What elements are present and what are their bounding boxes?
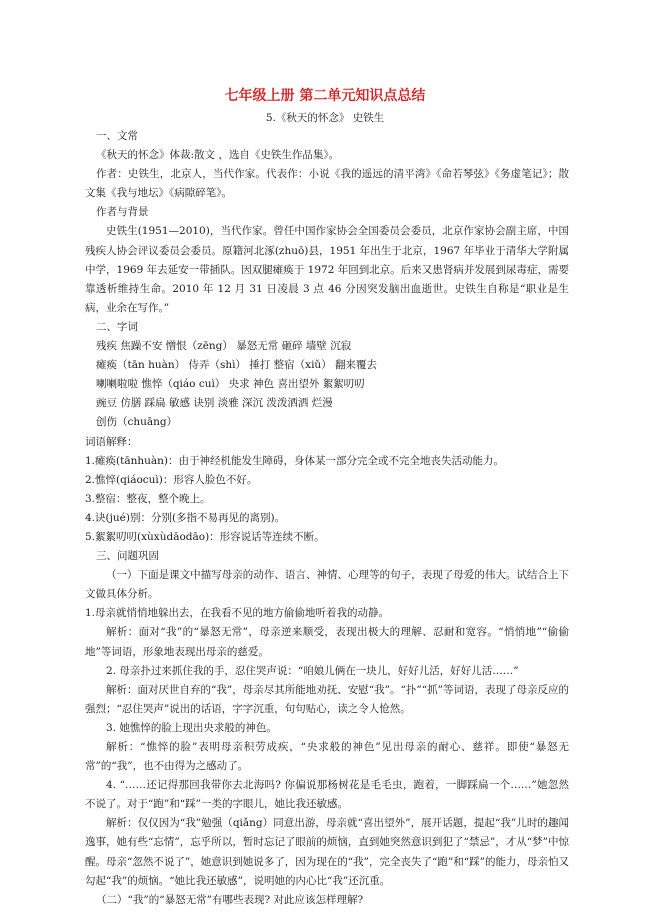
document-body — [85, 127, 569, 910]
page-title: 七年级上册 第二单元知识点总结 — [224, 88, 426, 104]
section-heading: 二、字词 — [96, 320, 138, 333]
explanation-item: 2.憔悴(qiáocuì)：形容人脸色不好。 — [85, 473, 258, 486]
question-one: （一）下面是课文中描写母亲的动作、语言、神情、心理等的句子，表现了母爱的伟大。试结合上下文做具体分析。 — [85, 569, 569, 601]
analysis-paragraph: 解析：面对“我”的“暴怒无常”，母亲逆来顺受，表现出极大的理解、忍耐和宽容。“悄悄地”“偷偷地”等词语，形象地表现出母亲的慈爱。 — [85, 626, 569, 658]
background-heading: 作者与背景 — [96, 206, 149, 219]
vocab-line: 残疾 焦躁不安 憎恨（zēng） 暴怒无常 砸碎 墙壁 沉寂 — [96, 340, 352, 353]
analysis-paragraph: 解析：面对厌世自弃的“我”，母亲尽其所能地劝抚、安慰“我”。“扑”“抓”等词语，表现了母亲反应的强烈；“忍住哭声”说出的话语，字字沉重，句句贴心，读之令人怆然。 — [85, 683, 569, 715]
quote-item: 3. 她憔悴的脸上现出央求般的神色。 — [106, 721, 277, 734]
vocab-line: 喇喇啦啦 憔悴（qiáo cuì） 央求 神色 喜出望外 絮絮叨叨 — [96, 378, 365, 391]
author-works-paragraph: 作者：史铁生，北京人，当代作家。代表作：小说《我的遥远的清平湾》《命若琴弦》《务虚笔记》；散文集《我与地坛》《病隙碎笔》。 — [85, 168, 569, 200]
background-paragraph: 史铁生(1951—2010)，当代作家。曾任中国作家协会全国委员会委员，北京作家协会副主席，中国残疾人协会评议委员会委员。原籍河北涿(zhuō)县，1951 年出生于北京，1967 年毕业于清华大学附属中学，1969 年去延安一带插队。因双腿瘫痪于 1972 年回到北京。后来又患肾病并发展到尿毒症，需要靠透析维持生命。2010 年 12 月 31 日凌晨 3 点 46 分因突发脑出血逝世。史铁生自称是“职业是生病，业余在写作。” — [85, 225, 569, 314]
vocab-line: 豌豆 仿膳 踩扁 敏感 诀别 淡雅 深沉 泼泼洒洒 烂漫 — [96, 397, 333, 410]
genre-line: 《秋天的怀念》体裁:散文 ，选自《史铁生作品集》。 — [96, 149, 340, 162]
quote-item: 1.母亲就悄悄地躲出去，在我看不见的地方偷偷地听着我的动静。 — [85, 607, 390, 620]
explanation-item: 5.絮絮叨叨(xùxùdāodāo)：形容说话等连续不断。 — [85, 530, 325, 543]
explanation-item: 3.整宿：整夜，整个晚上。 — [85, 492, 211, 505]
quote-item: 2. 母亲扑过来抓住我的手，忍住哭声说：“咱娘儿俩在一块儿，好好儿活，好好儿活……” — [106, 664, 519, 677]
vocab-line: 创伤（chuāng） — [96, 416, 178, 429]
explanation-item: 1.瘫痪(tānhuàn)：由于神经机能发生障碍，身体某一部分完全或不完全地丧失活动能力。 — [85, 454, 504, 467]
section-heading: 三、问题巩固 — [96, 550, 159, 563]
question-two: （二）“我”的“暴怒无常”有哪些表现? 对此应该怎样理解? — [96, 893, 364, 906]
vocab-line: 瘫痪（tān huàn） 侍弄（shì） 捶打 整宿（xiǔ） 翻来覆去 — [96, 359, 378, 372]
analysis-paragraph: 解析：仅仅因为“我”勉强（qiǎng）同意出游，母亲就“喜出望外”，展开话题，提起“我”儿时的趣闻逸事，她有些“忘情”，忘乎所以，暂时忘记了眼前的烦恼，直到她突然意识到犯了“禁忌”，才从“梦”中惊醒。母亲“忽然不说了”，她意识到她说多了，因为现在的“我”，完全丧失了“跑”和“踩”的能力，母亲怕又勾起“我”的烦恼。“她比我还敏感”，说明她的内心比“我”还沉重。 — [85, 817, 569, 887]
quote-item: 4. “……还记得那回我带你去北海吗? 你偏说那杨树花是毛毛虫，跑着，一脚踩扁一个……”她忽然不说了。对于“跑”和“踩”一类的字眼儿，她比我还敏感。 — [85, 779, 569, 811]
analysis-paragraph: 解析：“憔悴的脸”表明母亲积劳成疾，“央求般的神色”见出母亲的耐心、慈祥。即使“暴怒无常”的“我”，也不由得为之感动了。 — [85, 741, 569, 773]
explanation-heading: 词语解释： — [85, 435, 138, 448]
section-heading: 一、文常 — [96, 130, 138, 142]
lesson-heading: 5.《秋天的怀念》 史铁生 — [265, 112, 385, 124]
explanation-item: 4.诀(jué)别：分别(多指不易再见的离别)。 — [85, 511, 286, 524]
